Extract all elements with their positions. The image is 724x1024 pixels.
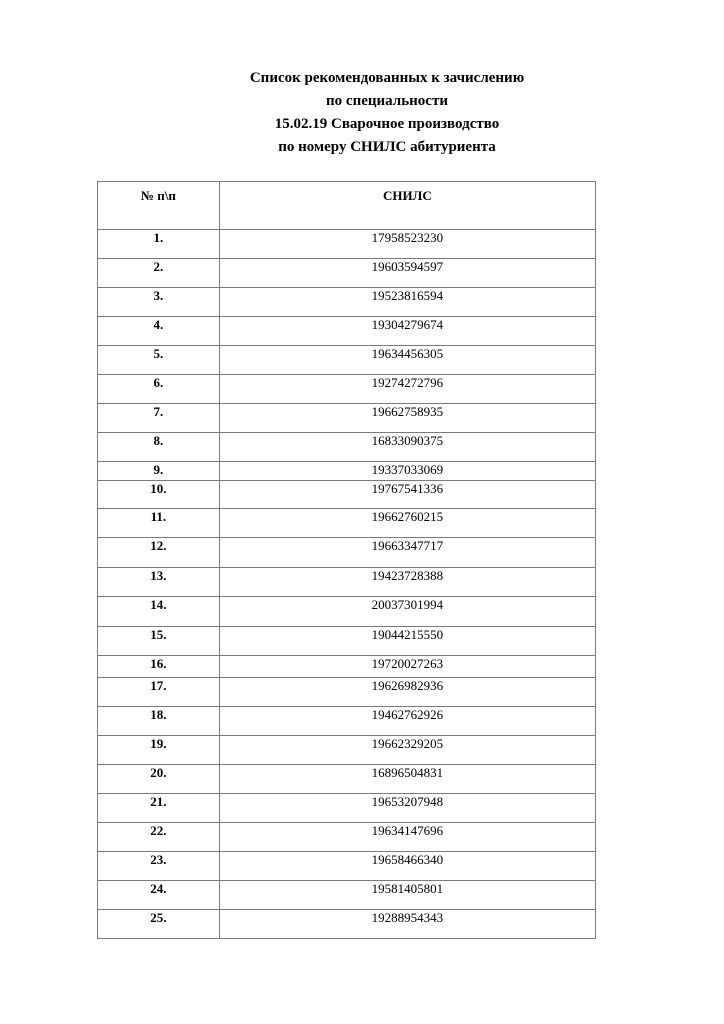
table-row: [98, 707, 596, 736]
table-row: [98, 597, 596, 627]
row-number: 16.: [98, 656, 220, 678]
row-number: 2.: [98, 259, 220, 288]
row-number: 24.: [98, 881, 220, 910]
row-snils: 19603594597: [219, 259, 595, 288]
table-header-row: [98, 182, 596, 230]
row-number: 23.: [98, 852, 220, 881]
row-number: 11.: [98, 509, 220, 538]
row-snils: 19662329205: [219, 736, 595, 765]
row-snils: 19634147696: [219, 823, 595, 852]
row-number: 15.: [98, 627, 220, 656]
table-row: [98, 230, 596, 259]
row-number: 10.: [98, 481, 220, 509]
title-line-4: по номеру СНИЛС абитуриента: [278, 139, 496, 155]
document-title: [0, 67, 724, 159]
row-snils: 19044215550: [219, 627, 595, 656]
table-row: [98, 538, 596, 568]
row-snils: 19288954343: [219, 910, 595, 939]
row-snils: 19653207948: [219, 794, 595, 823]
title-line-3: 15.02.19 Сварочное производство: [274, 116, 500, 132]
table-row: [98, 765, 596, 794]
row-number: 8.: [98, 433, 220, 462]
table-row: [98, 462, 596, 481]
table-row: [98, 404, 596, 433]
table-row: [98, 627, 596, 656]
row-snils: 20037301994: [219, 597, 595, 627]
row-number: 21.: [98, 794, 220, 823]
header-snils: СНИЛС: [219, 182, 595, 230]
row-number: 9.: [98, 462, 220, 481]
row-snils: 19581405801: [219, 881, 595, 910]
row-snils: 19423728388: [219, 568, 595, 597]
table-row: [98, 881, 596, 910]
row-number: 22.: [98, 823, 220, 852]
row-number: 12.: [98, 538, 220, 568]
table-row: [98, 736, 596, 765]
row-snils: 19663347717: [219, 538, 595, 568]
table-row: [98, 346, 596, 375]
table-row: [98, 678, 596, 707]
title-line-2: по специальности: [326, 93, 448, 109]
row-snils: 17958523230: [219, 230, 595, 259]
row-number: 25.: [98, 910, 220, 939]
row-snils: 19304279674: [219, 317, 595, 346]
row-snils: 19337033069: [219, 462, 595, 481]
snils-table: [97, 181, 596, 939]
row-number: 4.: [98, 317, 220, 346]
table-row: [98, 481, 596, 509]
row-snils: 19523816594: [219, 288, 595, 317]
row-snils: 19767541336: [219, 481, 595, 509]
table-row: [98, 568, 596, 597]
row-number: 7.: [98, 404, 220, 433]
table-row: [98, 288, 596, 317]
row-snils: 19626982936: [219, 678, 595, 707]
row-number: 5.: [98, 346, 220, 375]
title-line-1: Список рекомендованных к зачислению: [249, 70, 525, 86]
header-number: № п\п: [98, 182, 220, 230]
table-row: [98, 910, 596, 939]
row-snils: 19634456305: [219, 346, 595, 375]
table-row: [98, 656, 596, 678]
table-row: [98, 823, 596, 852]
row-snils: 16833090375: [219, 433, 595, 462]
row-snils: 19462762926: [219, 707, 595, 736]
row-number: 20.: [98, 765, 220, 794]
row-snils: 19662758935: [219, 404, 595, 433]
table-row: [98, 509, 596, 538]
table-row: [98, 259, 596, 288]
table-row: [98, 375, 596, 404]
row-number: 6.: [98, 375, 220, 404]
table-row: [98, 794, 596, 823]
row-snils: 19274272796: [219, 375, 595, 404]
row-number: 19.: [98, 736, 220, 765]
row-number: 13.: [98, 568, 220, 597]
row-number: 18.: [98, 707, 220, 736]
table-row: [98, 433, 596, 462]
row-number: 17.: [98, 678, 220, 707]
row-number: 1.: [98, 230, 220, 259]
row-snils: 16896504831: [219, 765, 595, 794]
table-body: [98, 230, 596, 939]
table-row: [98, 317, 596, 346]
row-number: 3.: [98, 288, 220, 317]
table-row: [98, 852, 596, 881]
row-number: 14.: [98, 597, 220, 627]
row-snils: 19658466340: [219, 852, 595, 881]
row-snils: 19720027263: [219, 656, 595, 678]
row-snils: 19662760215: [219, 509, 595, 538]
